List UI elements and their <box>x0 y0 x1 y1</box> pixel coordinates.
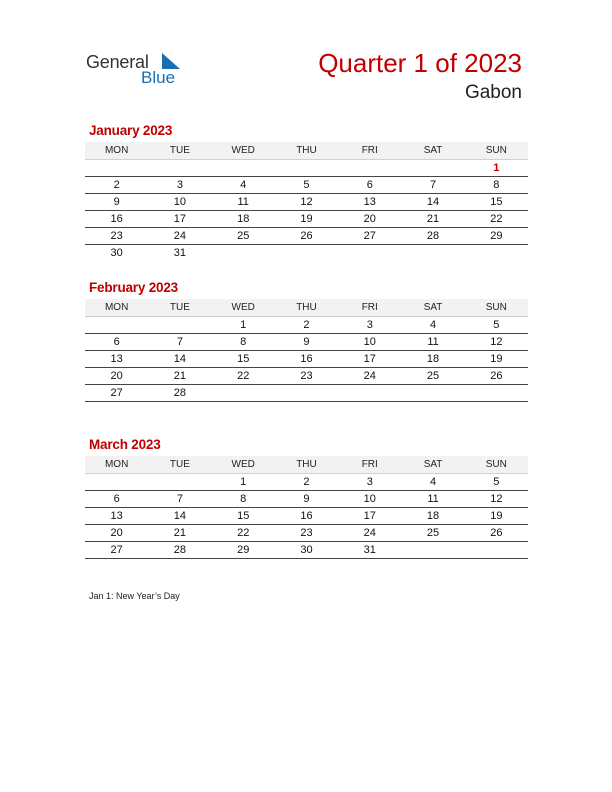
day-cell <box>85 474 148 490</box>
weekday-label: WED <box>231 459 255 470</box>
weekday-label: MON <box>104 145 129 156</box>
day-cell: 8 <box>240 336 247 348</box>
day-cell: 10 <box>363 493 376 505</box>
week-row <box>85 194 528 211</box>
logo-text-blue: Blue <box>141 68 176 87</box>
week-row <box>85 525 528 542</box>
day-cell-holiday: 1 <box>493 162 500 174</box>
day-cell: 21 <box>173 370 187 382</box>
day-cell: 5 <box>493 476 500 488</box>
day-cell: 22 <box>237 370 250 382</box>
day-cell: 15 <box>237 353 250 365</box>
day-cell: 7 <box>176 336 183 348</box>
weekday-label: THU <box>296 145 317 156</box>
day-cell <box>465 542 528 558</box>
day-cell: 18 <box>426 353 440 365</box>
day-cell: 23 <box>110 230 123 242</box>
week-row <box>85 245 528 261</box>
generalblue-logo <box>86 52 196 92</box>
day-cell: 19 <box>300 213 313 225</box>
day-cell: 25 <box>237 230 250 242</box>
day-cell: 12 <box>490 336 503 348</box>
week-row <box>85 228 528 245</box>
weekday-label: THU <box>296 459 317 470</box>
day-cell: 1 <box>240 476 247 488</box>
day-cell: 1 <box>240 319 247 331</box>
day-cell: 17 <box>173 213 187 225</box>
month-block-march <box>85 436 528 559</box>
day-cell <box>401 245 464 261</box>
day-cell <box>148 317 211 333</box>
weekday-label: MON <box>104 459 129 470</box>
week-row <box>85 542 528 559</box>
day-cell: 25 <box>426 527 440 539</box>
day-cell: 17 <box>363 510 376 522</box>
day-cell: 22 <box>490 213 503 225</box>
logo-text-general: General <box>86 52 149 72</box>
day-cell: 29 <box>490 230 503 242</box>
day-cell: 28 <box>173 544 187 556</box>
day-cell: 5 <box>493 319 500 331</box>
day-cell: 27 <box>363 230 376 242</box>
day-cell <box>338 160 401 176</box>
day-cell: 6 <box>113 493 120 505</box>
weekday-label: TUE <box>169 302 190 313</box>
day-cell: 9 <box>303 336 310 348</box>
day-cell: 6 <box>113 336 120 348</box>
country-name: Gabon <box>464 82 522 103</box>
month-block-february <box>85 279 528 402</box>
day-cell: 26 <box>300 230 313 242</box>
day-cell: 4 <box>429 476 437 488</box>
day-cell: 7 <box>429 179 437 191</box>
day-cell: 25 <box>426 370 440 382</box>
day-cell <box>465 245 528 261</box>
weekday-label: FRI <box>361 459 378 470</box>
weekday-label: WED <box>231 302 255 313</box>
day-cell: 21 <box>426 213 440 225</box>
day-cell <box>275 385 338 401</box>
day-cell <box>85 160 148 176</box>
day-cell <box>212 160 275 176</box>
day-cell: 24 <box>363 370 376 382</box>
day-cell <box>338 245 401 261</box>
day-cell: 11 <box>237 196 249 208</box>
day-cell: 9 <box>113 196 120 208</box>
day-cell: 16 <box>300 510 313 522</box>
day-cell: 9 <box>303 493 310 505</box>
day-cell: 4 <box>240 179 247 191</box>
week-row <box>85 351 528 368</box>
week-row <box>85 491 528 508</box>
week-row <box>85 211 528 228</box>
weekday-label: THU <box>296 302 317 313</box>
day-cell: 17 <box>363 353 376 365</box>
day-cell: 2 <box>303 319 310 331</box>
weekday-label: FRI <box>361 145 378 156</box>
day-cell: 26 <box>490 527 503 539</box>
weekday-label: SAT <box>423 459 443 470</box>
day-cell <box>465 385 528 401</box>
day-cell: 27 <box>110 544 123 556</box>
day-cell: 11 <box>427 336 439 348</box>
day-cell: 5 <box>303 179 310 191</box>
day-cell: 13 <box>110 353 123 365</box>
day-cell: 23 <box>300 527 313 539</box>
day-cell: 20 <box>363 213 376 225</box>
day-cell: 26 <box>490 370 503 382</box>
day-cell: 24 <box>363 527 376 539</box>
day-cell: 15 <box>490 196 503 208</box>
day-cell: 27 <box>110 387 123 399</box>
week-row <box>85 474 528 491</box>
day-cell: 3 <box>366 476 373 488</box>
week-row <box>85 160 528 177</box>
day-cell: 15 <box>237 510 250 522</box>
day-cell: 12 <box>300 196 313 208</box>
day-cell <box>85 317 148 333</box>
day-cell <box>275 245 338 261</box>
month-title: March 2023 <box>89 437 161 452</box>
weekday-label: WED <box>231 145 255 156</box>
day-cell: 16 <box>110 213 123 225</box>
weekday-label: TUE <box>169 459 190 470</box>
day-cell: 7 <box>176 493 183 505</box>
week-row <box>85 177 528 194</box>
logo-triangle-icon <box>158 53 180 69</box>
day-cell: 8 <box>240 493 247 505</box>
day-cell: 18 <box>237 213 250 225</box>
weekday-label: SAT <box>423 145 443 156</box>
day-cell: 2 <box>113 179 120 191</box>
day-cell <box>275 160 338 176</box>
day-cell: 31 <box>173 247 187 259</box>
day-cell <box>212 245 275 261</box>
week-row <box>85 508 528 525</box>
month-title: February 2023 <box>89 280 178 295</box>
week-row <box>85 317 528 334</box>
day-cell <box>401 160 464 176</box>
day-cell: 20 <box>110 527 123 539</box>
day-cell: 11 <box>427 493 439 505</box>
day-cell: 20 <box>110 370 123 382</box>
week-row <box>85 334 528 351</box>
weekday-label: FRI <box>361 302 378 313</box>
day-cell: 4 <box>429 319 437 331</box>
day-cell: 21 <box>173 527 187 539</box>
day-cell: 24 <box>173 230 187 242</box>
week-row <box>85 385 528 402</box>
day-cell: 10 <box>173 196 187 208</box>
day-cell: 30 <box>110 247 123 259</box>
day-cell: 14 <box>173 353 187 365</box>
day-cell <box>148 474 211 490</box>
day-cell: 3 <box>366 319 373 331</box>
weekday-label: SUN <box>485 302 507 313</box>
day-cell <box>338 385 401 401</box>
day-cell: 18 <box>426 510 440 522</box>
day-cell: 28 <box>173 387 187 399</box>
day-cell: 2 <box>303 476 310 488</box>
weekday-label: SAT <box>423 302 443 313</box>
weekday-header-row <box>85 299 528 317</box>
day-cell: 14 <box>426 196 440 208</box>
page-title: Quarter 1 of 2023 <box>318 48 522 78</box>
weekday-label: TUE <box>169 145 190 156</box>
day-cell: 13 <box>110 510 123 522</box>
day-cell: 10 <box>363 336 376 348</box>
weekday-header-row <box>85 456 528 474</box>
weekday-label: SUN <box>485 145 507 156</box>
weekday-label: MON <box>104 302 129 313</box>
day-cell: 3 <box>176 179 183 191</box>
weekday-header-row <box>85 142 528 160</box>
day-cell <box>148 160 211 176</box>
day-cell: 19 <box>490 353 503 365</box>
holiday-note: Jan 1: New Year’s Day <box>89 591 180 601</box>
day-cell: 28 <box>426 230 440 242</box>
day-cell: 31 <box>363 544 376 556</box>
day-cell: 23 <box>300 370 313 382</box>
day-cell: 8 <box>493 179 500 191</box>
day-cell <box>401 385 464 401</box>
day-cell: 16 <box>300 353 313 365</box>
day-cell: 19 <box>490 510 503 522</box>
weekday-label: SUN <box>485 459 507 470</box>
day-cell: 6 <box>366 179 373 191</box>
month-title: January 2023 <box>89 123 173 138</box>
day-cell: 22 <box>237 527 250 539</box>
day-cell: 30 <box>300 544 313 556</box>
day-cell: 14 <box>173 510 187 522</box>
holiday-notes <box>89 591 180 601</box>
week-row <box>85 368 528 385</box>
day-cell: 13 <box>363 196 376 208</box>
day-cell: 12 <box>490 493 503 505</box>
day-cell <box>212 385 275 401</box>
month-block-january <box>85 122 528 261</box>
day-cell: 29 <box>237 544 250 556</box>
day-cell <box>401 542 464 558</box>
